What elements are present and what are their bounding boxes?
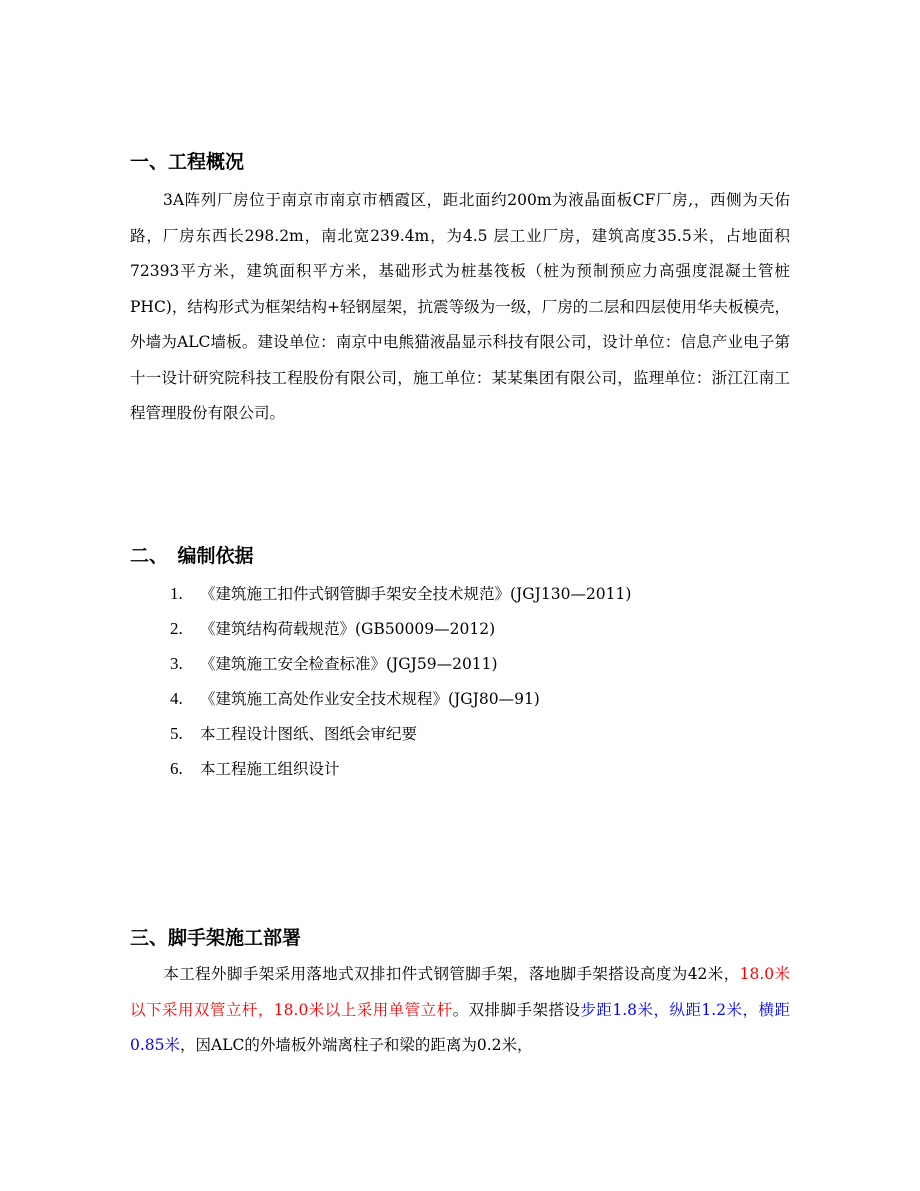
- list-item-text: 《建筑结构荷载规范》(GB50009—2012): [200, 620, 496, 638]
- list-item-number: 6.: [170, 759, 183, 778]
- list-item: [170, 720, 631, 755]
- section-1-heading: 一、工程概况: [130, 151, 245, 173]
- list-item-number: 5.: [170, 724, 183, 743]
- list-item: [170, 650, 631, 685]
- section-3-text-2: 。双排脚手架搭设: [452, 1000, 581, 1019]
- list-item-text: 《建筑施工安全检查标准》(JGJ59—2011): [200, 655, 498, 673]
- list-item: [170, 755, 631, 790]
- list-item-number: 1.: [170, 584, 183, 603]
- list-item-number: 3.: [170, 654, 183, 673]
- highlight-blue-text: 步距1.8米，纵距1.2米，横距0.85米: [130, 1000, 790, 1054]
- section-2-heading: 二、 编制依据: [130, 545, 254, 567]
- list-item-text: 本工程设计图纸、图纸会审纪要: [200, 725, 418, 743]
- list-item-number: 2.: [170, 619, 183, 638]
- list-item-text: 本工程施工组织设计: [200, 760, 340, 778]
- list-item: [170, 615, 631, 650]
- section-1-text: 3A阵列厂房位于南京市南京市栖霞区，距北面约200m为液晶面板CF厂房,，西侧为天佑路，厂房东西长298.2m，南北宽239.4m，为4.5 层工业厂房，建筑高度35.5米，占地面积72393平方米，建筑面积平方米，基础形式为桩基筏板（桩为预制预应力高强度混凝土管桩PHC)，结构形式为框架结构+轻钢屋架，抗震等级为一级，厂房的二层和四层使用华夫板模壳，外墙为ALC墙板。建设单位：南京中电熊猫液晶显示科技有限公司，设计单位：信息产业电子第十一设计研究院科技工程股份有限公司，施工单位：某某集团有限公司，监理单位：浙江江南工程管理股份有限公司。: [130, 191, 790, 422]
- section-1-body: [130, 183, 790, 432]
- list-item: [170, 580, 631, 615]
- section-3-body: [130, 957, 790, 1064]
- section-3-heading: 三、脚手架施工部署: [130, 927, 302, 949]
- highlight-red-text: 18.0米以下采用双管立杆，18.0米以上采用单管立杆: [130, 965, 790, 1019]
- reference-list: [170, 580, 631, 790]
- list-item-text: 《建筑施工扣件式钢管脚手架安全技术规范》(JGJ130—2011): [200, 585, 632, 603]
- list-item: [170, 685, 631, 720]
- section-3-text-1: 本工程外脚手架采用落地式双排扣件式钢管脚手架，落地脚手架搭设高度为42米，: [163, 965, 740, 983]
- section-3-text-3: ，因ALC的外墙板外端离柱子和梁的距离为0.2米，: [180, 1036, 533, 1054]
- list-item-text: 《建筑施工高处作业安全技术规程》(JGJ80—91): [200, 690, 540, 708]
- list-item-number: 4.: [170, 689, 183, 708]
